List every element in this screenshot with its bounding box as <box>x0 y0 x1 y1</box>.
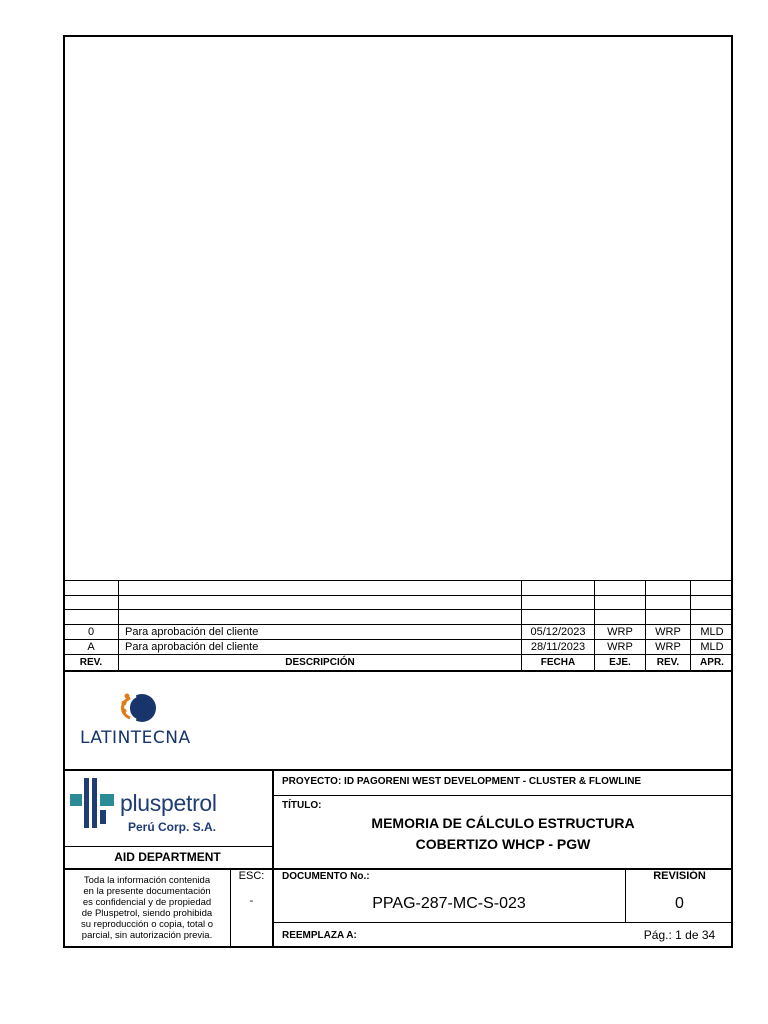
esc-value: - <box>249 895 254 907</box>
confidential-line: su reproducción o copia, total o <box>80 919 214 930</box>
latintecna-name: LATINTECNA <box>80 728 191 748</box>
documento-value: PPAG-287-MC-S-023 <box>372 895 526 912</box>
confidential-line: parcial, sin autorización previa. <box>81 930 213 941</box>
department: AID DEPARTMENT <box>114 850 221 864</box>
rev-row-0-apr: MLD <box>700 626 724 638</box>
rev-header-rev: REV. <box>79 657 103 668</box>
confidential-line: es confidencial y de propiedad <box>82 897 212 908</box>
confidential-line: en la presente documentación <box>83 886 211 897</box>
pluspetrol-subtitle: Perú Corp. S.A. <box>128 820 217 834</box>
rev-row-1-rev: A <box>87 641 95 653</box>
rev-header-apr: APR. <box>700 657 724 668</box>
rev-header-descripcion: DESCRIPCIÓN <box>285 657 355 668</box>
titulo-line-1: MEMORIA DE CÁLCULO ESTRUCTURA <box>371 815 635 831</box>
titulo-line-2: COBERTIZO WHCP - PGW <box>415 836 591 852</box>
revision-label: REVISIÓN <box>653 870 706 882</box>
rev-row-1-apr: MLD <box>700 641 724 653</box>
rev-header-fecha: FECHA <box>540 657 576 668</box>
pluspetrol-emblem-icon <box>70 776 116 828</box>
proyecto: PROYECTO: ID PAGORENI WEST DEVELOPMENT - CLUSTER & FLOWLINE <box>282 776 642 787</box>
rev-row-1-fecha: 28/11/2023 <box>530 641 586 653</box>
rev-header-eje: EJE. <box>609 657 631 668</box>
confidential-line: de Pluspetrol, siendo prohibida <box>81 908 213 919</box>
rev-row-1-descripcion: Para aprobación del cliente <box>125 641 259 653</box>
confidential-notice <box>64 875 230 941</box>
reemplaza-label: REEMPLAZA A: <box>282 930 357 941</box>
confidential-line: Toda la información contenida <box>83 875 211 886</box>
rev-row-0-rev: 0 <box>87 626 95 638</box>
revision-value: 0 <box>675 895 684 912</box>
rev-row-0-eje: WRP <box>607 626 633 638</box>
esc-label: ESC: <box>238 870 265 882</box>
rev-row-0-rev2: WRP <box>655 626 681 638</box>
rev-row-0-fecha: 05/12/2023 <box>530 626 586 638</box>
rev-header-rev2: REV. <box>656 657 680 668</box>
latintecna-emblem-icon <box>118 690 158 726</box>
page-number: Pág.: 1 de 34 <box>643 928 716 942</box>
rev-row-1-eje: WRP <box>607 641 633 653</box>
titulo-label: TÍTULO: <box>282 800 322 811</box>
pluspetrol-name: pluspetrol <box>120 790 217 816</box>
rev-row-0-descripcion: Para aprobación del cliente <box>125 626 259 638</box>
documento-label: DOCUMENTO No.: <box>282 871 370 882</box>
rev-row-1-rev2: WRP <box>655 641 681 653</box>
